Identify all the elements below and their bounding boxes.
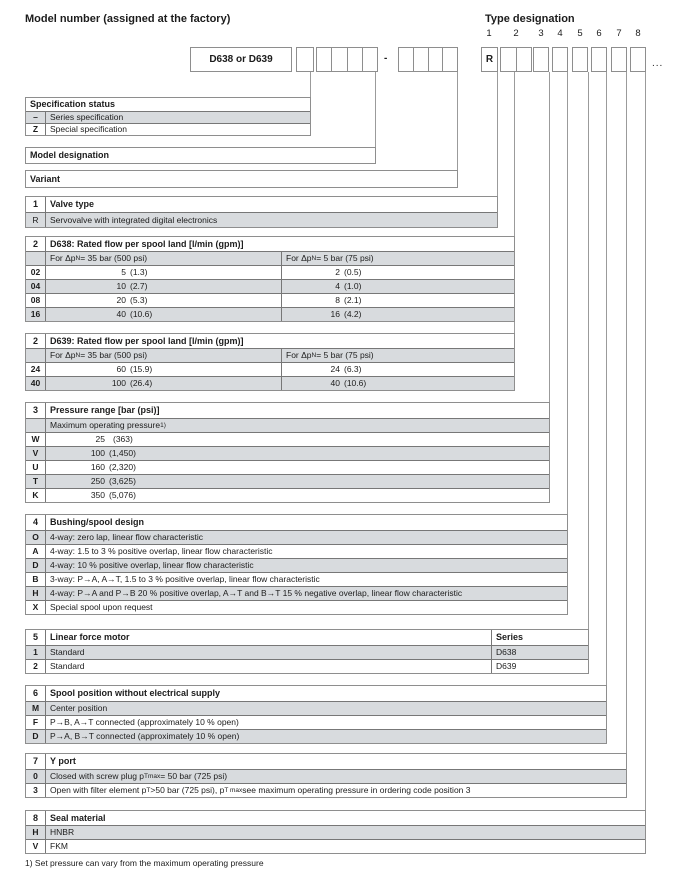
position-number-3: 3: [538, 28, 544, 39]
table-title: Seal material: [50, 812, 106, 823]
row-key: 0: [26, 770, 46, 783]
row-text: Open with filter element p: [50, 785, 147, 796]
row-key: Z: [26, 124, 46, 135]
table-row: [26, 586, 567, 600]
table-row: [26, 362, 514, 376]
row-label: 4-way: 10 % positive overlap, linear flow characteristic: [50, 560, 254, 571]
section-number: 3: [26, 403, 46, 418]
row-label: Center position: [50, 703, 108, 714]
section-number: 6: [26, 686, 46, 701]
row-label: Standard: [50, 647, 85, 658]
table-row: [26, 558, 567, 572]
flow-value-35bar: [46, 266, 282, 279]
seal-material-table: [25, 810, 646, 854]
flow-number: 100: [111, 378, 126, 389]
position-number-4: 4: [557, 28, 563, 39]
flow-value-35bar: [46, 280, 282, 293]
pressure-value: [46, 491, 549, 500]
row-key: O: [26, 531, 46, 544]
connector-line-model-designation: [375, 72, 376, 147]
pressure-psi: (3,625): [109, 476, 136, 487]
series-value: D639: [491, 660, 588, 673]
spec-status-code-box: [296, 47, 314, 72]
connector-line-pos7: [626, 72, 627, 753]
flow-number: 40: [330, 378, 340, 389]
pressure-psi: (2,320): [109, 462, 136, 473]
valve-type-table: [25, 196, 498, 228]
row-key: R: [26, 213, 46, 227]
table-row: [26, 307, 514, 321]
flow-gpm: (6.3): [344, 364, 362, 375]
flow-gpm: (1.0): [344, 281, 362, 292]
flow-value-5bar: [282, 363, 514, 376]
flow-number: 60: [116, 364, 126, 375]
row-text: see maximum operating pressure in ordering code position 3: [242, 785, 471, 796]
row-label: Special spool upon request: [50, 602, 153, 613]
table-title: Variant: [30, 173, 61, 184]
column-header-row: [26, 348, 514, 362]
col-header-text: = 5 bar (75 psi): [316, 253, 374, 264]
table-title: Y port: [50, 756, 76, 766]
table-header: [26, 334, 514, 348]
table-row: [26, 376, 514, 390]
table-row: [26, 715, 606, 729]
row-key: D: [26, 559, 46, 572]
row-key: 04: [26, 280, 46, 293]
section-number: 5: [26, 630, 46, 645]
column-header-35bar: For Δp N = 35 bar (500 psi): [46, 252, 282, 265]
flow-gpm: (0.5): [344, 267, 362, 278]
col-header-text: = 35 bar (500 psi): [80, 350, 148, 361]
connector-line-pos8: [645, 72, 646, 810]
max-pressure-header: Maximum operating pressure 1): [50, 420, 166, 431]
row-key: [26, 419, 46, 432]
flow-number: 2: [335, 267, 340, 278]
row-text: >50 bar (725 psi), p: [150, 785, 225, 796]
y-port-table: [25, 753, 627, 798]
table-row: [26, 293, 514, 307]
col-header-text: For Δp: [50, 253, 76, 264]
flow-gpm: (26.4): [130, 378, 153, 389]
model-number-box: [190, 47, 292, 72]
code-cell: [347, 48, 362, 71]
code-cell: [516, 48, 532, 71]
flow-value-35bar: [46, 377, 282, 390]
col-header-text: = 35 bar (500 psi): [80, 253, 148, 264]
table-row: [26, 783, 626, 797]
pressure-value: [46, 449, 549, 458]
flow-number: 40: [116, 309, 126, 320]
row-key: 1: [26, 646, 46, 659]
model-designation-box: [25, 147, 376, 164]
table-row: [26, 645, 588, 659]
pressure-bar: 160: [90, 462, 105, 473]
position-number-8: 8: [635, 28, 641, 39]
model-designation-code-box: [316, 47, 378, 72]
row-key: D: [26, 730, 46, 743]
table-row: [26, 769, 626, 783]
flow-value-35bar: [46, 308, 282, 321]
table-row: [26, 432, 549, 446]
flow-gpm: (5.3): [130, 295, 148, 306]
col-header-text: For Δp: [50, 350, 76, 361]
column-header-row: [26, 251, 514, 265]
col-header-text: For Δp: [286, 350, 312, 361]
section-number: 8: [26, 811, 46, 825]
table-title: Linear force motor: [50, 632, 130, 642]
table-title: D638: Rated flow per spool land [l/min (gpm)]: [50, 238, 244, 249]
table-header: [26, 403, 549, 418]
row-key: A: [26, 545, 46, 558]
table-row: [26, 572, 567, 586]
code-cell: [501, 48, 516, 71]
table-row: [26, 123, 310, 135]
table-title: Valve type: [50, 199, 95, 209]
table-row: [26, 544, 567, 558]
type-box-7: [611, 47, 627, 72]
row-label: FKM: [50, 841, 68, 852]
table-header: [26, 171, 457, 187]
table-title: D639: Rated flow per spool land [l/min (gpm)]: [50, 335, 244, 346]
row-key: 02: [26, 266, 46, 279]
heading-type-designation: Type designation: [485, 13, 575, 25]
flow-gpm: (2.1): [344, 295, 362, 306]
flow-value-35bar: [46, 363, 282, 376]
row-label: Closed with screw plug p Tmax = 50 bar (725 psi): [50, 771, 228, 782]
flow-d638-table: [25, 236, 515, 322]
row-text: = 50 bar (725 psi): [160, 771, 228, 782]
pressure-value: [46, 463, 549, 472]
table-row: [26, 701, 606, 715]
row-label: HNBR: [50, 827, 75, 838]
model-number-label: D638 or D639: [209, 54, 273, 65]
position-number-2: 2: [513, 28, 519, 39]
flow-value-5bar: [282, 294, 514, 307]
row-key: B: [26, 573, 46, 586]
section-number: 7: [26, 754, 46, 769]
row-key: X: [26, 601, 46, 614]
flow-number: 8: [335, 295, 340, 306]
code-cell: [413, 48, 428, 71]
section-number: 4: [26, 515, 46, 530]
flow-gpm: (2.7): [130, 281, 148, 292]
row-key: –: [26, 112, 46, 123]
table-row: [26, 111, 310, 123]
flow-number: 20: [116, 295, 126, 306]
pressure-psi: (5,076): [109, 490, 136, 501]
table-header: [26, 630, 588, 645]
row-key: 16: [26, 308, 46, 321]
type-box-5: [572, 47, 588, 72]
column-header-5bar: For Δp N = 5 bar (75 psi): [286, 350, 374, 361]
row-key: H: [26, 826, 46, 839]
type-box-6: [591, 47, 607, 72]
table-header: [26, 98, 310, 111]
table-title: Specification status: [30, 99, 116, 109]
row-key: V: [26, 447, 46, 460]
flow-number: 5: [121, 267, 126, 278]
spool-position-table: [25, 685, 607, 744]
table-row: [26, 600, 567, 614]
bushing-spool-table: [25, 514, 568, 615]
spec-status-table: [25, 97, 311, 136]
position-number-6: 6: [596, 28, 602, 39]
pressure-range-table: [25, 402, 550, 503]
table-header: [26, 148, 375, 163]
row-label: P→A, B→T connected (approximately 10 % open): [50, 731, 240, 742]
row-label: Series specification: [50, 112, 124, 123]
flow-value-5bar: [282, 377, 514, 390]
row-key: K: [26, 489, 46, 502]
row-label: Special specification: [50, 124, 128, 135]
connector-line-spec-status: [310, 72, 311, 97]
row-label: 4-way: P→A and P→B 20 % positive overlap, A→T and B→T 15 % negative overlap, linear flow characteristic: [50, 588, 463, 599]
table-header: [26, 686, 606, 701]
table-row: [26, 460, 549, 474]
position-number-5: 5: [577, 28, 583, 39]
table-header: [26, 197, 497, 212]
table-row: [26, 279, 514, 293]
row-key: 40: [26, 377, 46, 390]
footnote: 1) Set pressure can vary from the maximum operating pressure: [25, 858, 264, 868]
flow-number: 16: [330, 309, 340, 320]
row-key: M: [26, 702, 46, 715]
table-title: Bushing/spool design: [50, 517, 144, 527]
table-row: [26, 825, 645, 839]
pressure-psi: (1,450): [109, 448, 136, 459]
row-key: 2: [26, 660, 46, 673]
model-number-dash: -: [384, 53, 388, 64]
type-box-3: [533, 47, 549, 72]
table-row: [26, 659, 588, 673]
flow-value-35bar: [46, 294, 282, 307]
flow-value-5bar: [282, 308, 514, 321]
pressure-bar: 350: [90, 490, 105, 501]
row-key: 3: [26, 784, 46, 797]
table-row: [26, 446, 549, 460]
connector-line-pos5: [588, 72, 589, 629]
section-number: 2: [26, 334, 46, 348]
row-key: V: [26, 840, 46, 853]
row-label: 3-way: P→A, A→T, 1.5 to 3 % positive overlap, linear flow characteristic: [50, 574, 320, 585]
row-label: Servovalve with integrated digital electronics: [50, 214, 218, 225]
flow-gpm: (4.2): [344, 309, 362, 320]
pressure-psi: (363): [113, 434, 133, 445]
flow-d639-table: [25, 333, 515, 391]
connector-line-pos1: [497, 72, 498, 196]
flow-value-5bar: [282, 280, 514, 293]
r-label: R: [485, 54, 494, 65]
table-row: [26, 530, 567, 544]
position-number-1: 1: [486, 28, 492, 39]
row-key: T: [26, 475, 46, 488]
row-key: 24: [26, 363, 46, 376]
heading-model-number: Model number (assigned at the factory): [25, 13, 231, 25]
table-header: [26, 754, 626, 769]
variant-box: [25, 170, 458, 188]
table-row: [26, 212, 497, 227]
type-box-1-r: [481, 47, 498, 72]
row-label: Standard: [50, 661, 85, 672]
row-key: [26, 349, 46, 362]
row-label: 4-way: zero lap, linear flow characteristic: [50, 532, 204, 543]
pressure-value: [46, 435, 549, 444]
code-cell: [442, 48, 457, 71]
pressure-bar: 25: [95, 434, 105, 445]
col-header-text: = 5 bar (75 psi): [316, 350, 374, 361]
table-title: Pressure range [bar (psi)]: [50, 405, 160, 415]
code-cell: [428, 48, 443, 71]
section-number: 1: [26, 197, 46, 212]
table-row: [26, 265, 514, 279]
position-number-7: 7: [616, 28, 622, 39]
row-key: W: [26, 433, 46, 446]
linear-force-motor-table: [25, 629, 589, 674]
type-box-4: [552, 47, 568, 72]
row-key: U: [26, 461, 46, 474]
flow-gpm: (15.9): [130, 364, 153, 375]
type-box-2: [500, 47, 532, 72]
column-header-35bar: For Δp N = 35 bar (500 psi): [46, 349, 282, 362]
code-cell: [317, 48, 331, 71]
pressure-value: [46, 477, 549, 486]
table-header: [26, 237, 514, 251]
table-title: Model designation: [30, 150, 110, 160]
code-cell: [399, 48, 413, 71]
table-header: [26, 515, 567, 530]
flow-number: 24: [330, 364, 340, 375]
row-key: H: [26, 587, 46, 600]
type-box-8: [630, 47, 646, 72]
table-row: [26, 839, 645, 853]
flow-gpm: (1.3): [130, 267, 148, 278]
flow-number: 4: [335, 281, 340, 292]
flow-value-5bar: [282, 266, 514, 279]
ellipsis: ...: [652, 58, 664, 69]
flow-gpm: (10.6): [130, 309, 153, 320]
row-key: 08: [26, 294, 46, 307]
table-header: [26, 811, 645, 825]
row-label: 4-way: 1.5 to 3 % positive overlap, linear flow characteristic: [50, 546, 273, 557]
row-key: F: [26, 716, 46, 729]
code-cell: [362, 48, 377, 71]
row-label: P→B, A→T connected (approximately 10 % open): [50, 717, 239, 728]
row-text: Closed with screw plug p: [50, 771, 145, 782]
table-row: [26, 729, 606, 743]
connector-line-pos6: [606, 72, 607, 685]
pressure-bar: 250: [90, 476, 105, 487]
connector-line-variant: [457, 72, 458, 170]
table-row: [26, 488, 549, 502]
connector-line-pos4: [567, 72, 568, 514]
series-value: D638: [491, 646, 588, 659]
pressure-bar: 100: [90, 448, 105, 459]
column-header-5bar: For Δp N = 5 bar (75 psi): [286, 253, 374, 264]
series-column-header: Series: [491, 630, 588, 645]
col-header-text: For Δp: [286, 253, 312, 264]
col-header-text: Maximum operating pressure: [50, 420, 161, 431]
flow-gpm: (10.6): [344, 378, 367, 389]
row-key: [26, 252, 46, 265]
table-row: [26, 474, 549, 488]
row-label: Open with filter element p T >50 bar (725 psi), p T max see maximum operating pressure in ordering code position 3: [50, 785, 471, 796]
connector-line-pos3: [549, 72, 550, 402]
table-title: Spool position without electrical supply: [50, 688, 221, 698]
flow-number: 10: [116, 281, 126, 292]
section-number: 2: [26, 237, 46, 251]
column-header-row: [26, 418, 549, 432]
code-cell: [331, 48, 346, 71]
variant-code-box: [398, 47, 458, 72]
